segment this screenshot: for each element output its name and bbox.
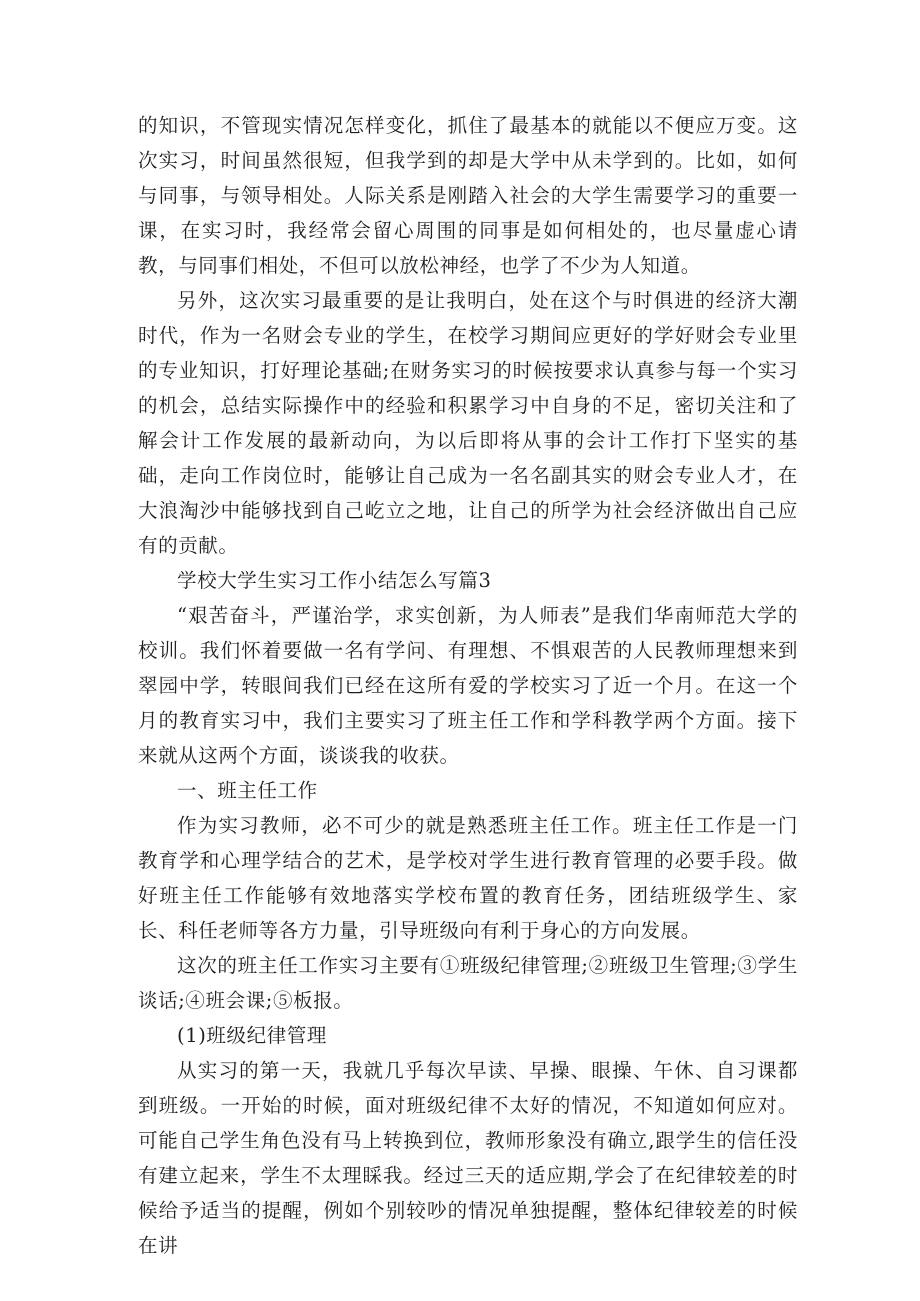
subsection-heading-discipline: (1)班级纪律管理 (177, 1024, 328, 1047)
paragraph-discipline-management: 从实习的第一天，我就几乎每次早读、早操、眼操、午休、自习课都到班级。一开始的时候，面对班级纪律不太好的情况，不知道如何应对。可能自己学生角色没有马上转换到位，教师形象没有确立,跟学生的信任没有建立起来，学生不太理睬我。经过三天的适应期,学会了在纪律较差的时候给予适当的提醒，例如个别较吵的情况单独提醒，整体纪律较差的时候在讲 (138, 1059, 798, 1257)
paragraph-school-motto: “艰苦奋斗，严谨治学，求实创新，为人师表”是我们华南师范大学的校训。我们怀着要做一名有学问、有理想、不惧艰苦的人民教师理想来到翠园中学，转眼间我们已经在这所有爱的学校实习了近一个月。在这一个月的教育实习中，我们主要实习了班主任工作和学科教学两个方面。接下来就从这两个方面，谈谈我的收获。 (138, 604, 798, 767)
paragraph-continuation: 的知识，不管现实情况怎样变化，抓住了最基本的就能以不便应万变。这次实习，时间虽然很短，但我学到的却是大学中从未学到的。比如，如何与同事，与领导相处。人际关系是刚踏入社会的大学生需要学习的重要一课，在实习时，我经常会留心周围的同事是如何相处的，也尽量虚心请教，与同事们相处，不但可以放松神经，也学了不少为人知道。 (138, 114, 798, 277)
section-title: 学校大学生实习工作小结怎么写篇3 (177, 569, 492, 592)
subsection-heading-class-teacher: 一、班主任工作 (177, 779, 318, 802)
paragraph-class-teacher-work: 作为实习教师，必不可少的就是熟悉班主任工作。班主任工作是一门教育学和心理学结合的艺术，是学校对学生进行教育管理的必要手段。做好班主任工作能够有效地落实学校布置的教育任务，团结班级学生、家长、科任老师等各方力量，引导班级向有利于身心的方向发展。 (138, 814, 798, 942)
paragraph-accounting-internship: 另外，这次实习最重要的是让我明白，处在这个与时俱进的经济大潮时代，作为一名财会专业的学生，在校学习期间应更好的学好财会专业里的专业知识，打好理论基础;在财务实习的时候按要求认真参与每一个实习的机会，总结实际操作中的经验和积累学习中自身的不足，密切关注和了解会计工作发展的最新动向，为以后即将从事的会计工作打下坚实的基础，走向工作岗位时，能够让自己成为一名名副其实的财会专业人才，在大浪淘沙中能够找到自己屹立之地，让自己的所学为社会经济做出自己应有的贡献。 (138, 289, 798, 557)
paragraph-internship-items: 这次的班主任工作实习主要有①班级纪律管理;②班级卫生管理;③学生谈话;④班会课;⑤板报。 (138, 954, 798, 1012)
document-body (138, 108, 798, 1263)
